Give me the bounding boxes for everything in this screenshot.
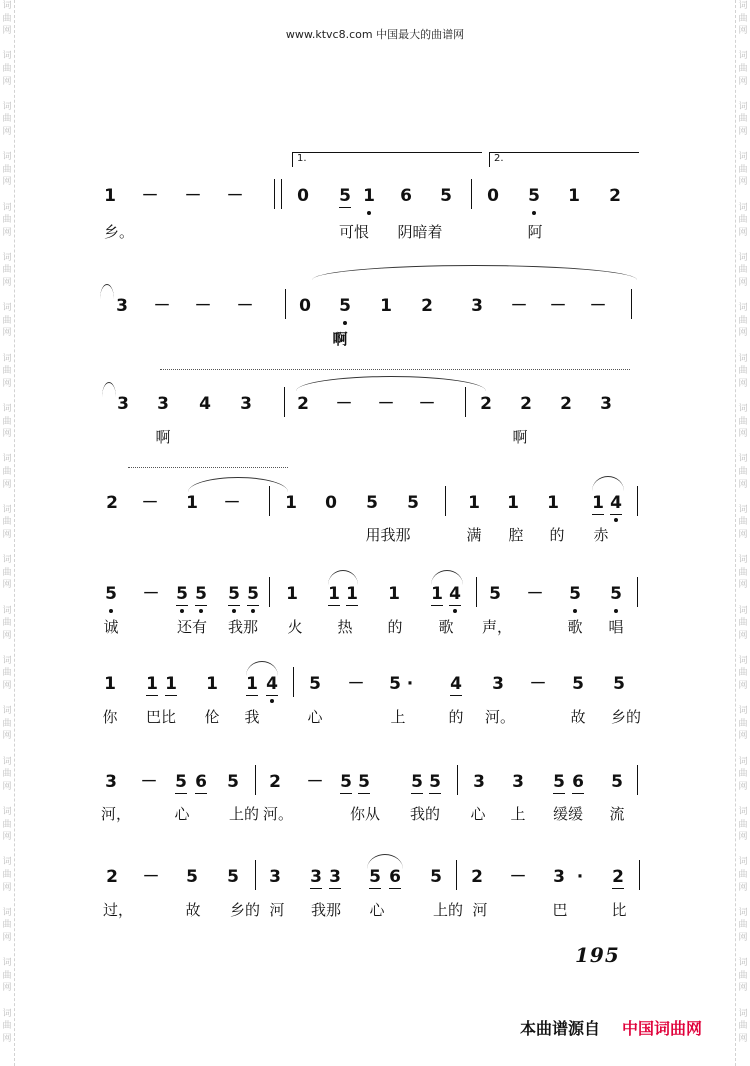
barline (476, 577, 477, 607)
note: · (576, 867, 584, 887)
note: 5 (334, 295, 356, 317)
lyric: 比 (611, 901, 627, 919)
lyric-line-5 (0, 617, 750, 647)
note: 1 (206, 674, 218, 694)
score-line-5 (0, 583, 750, 613)
note: 0 (297, 186, 309, 206)
volta-second: 2. (489, 152, 639, 167)
note: － (141, 493, 159, 513)
note: 5 (406, 771, 428, 793)
barline (285, 289, 286, 319)
note: 1 (388, 584, 400, 604)
note: － (418, 394, 436, 414)
barline (631, 289, 632, 319)
lyric: 上的 (432, 901, 463, 919)
note: － (226, 186, 244, 206)
site-header: www.ktvc8.com 中国最大的曲谱网 (285, 28, 465, 41)
lyric: 上 (390, 708, 406, 726)
note: 3 (473, 772, 485, 792)
note: － (153, 296, 171, 316)
note: 5 (564, 583, 586, 605)
score-line-8 (0, 866, 750, 896)
note: 3 (157, 394, 169, 414)
note: 2 (297, 394, 309, 414)
note: 5 (353, 771, 375, 793)
note: － (236, 296, 254, 316)
note: 5 (171, 583, 193, 605)
barline (284, 387, 285, 417)
note: 2 (471, 867, 483, 887)
note: 1 (380, 296, 392, 316)
lyric: 声， (481, 618, 512, 636)
note: 5 (227, 867, 239, 887)
lyric-line-3 (0, 427, 750, 457)
note: 1 (507, 493, 519, 513)
lyric: 啊 (155, 428, 171, 446)
note: 1 (426, 583, 448, 605)
note: 3 (305, 866, 327, 888)
lyric: 你 (102, 708, 118, 726)
note: 3 (269, 867, 281, 887)
brand-link[interactable]: 中国词曲网 (622, 1019, 703, 1038)
note: 0 (487, 186, 499, 206)
lyric-line-1 (0, 222, 750, 252)
barline (457, 765, 458, 795)
note: 2 (269, 772, 281, 792)
note: 5 (440, 186, 452, 206)
barline (465, 387, 466, 417)
note: － (589, 296, 607, 316)
note: 2 (609, 186, 621, 206)
note: 5 (523, 185, 545, 207)
score-line-6 (0, 673, 750, 703)
lyric: 河 (269, 901, 285, 919)
lyric: 的 (448, 708, 464, 726)
note: 2 (560, 394, 572, 414)
slur (188, 477, 288, 492)
note: 1 (160, 673, 182, 695)
note: 5 (613, 674, 625, 694)
dotted-line (160, 369, 630, 370)
note: 3 (600, 394, 612, 414)
note: 5 (335, 771, 357, 793)
note: 1 (468, 493, 480, 513)
lyric: 赤 (593, 526, 609, 544)
lyric: 啊 (512, 428, 528, 446)
note: 6 (567, 771, 589, 793)
lyric-line-8 (0, 900, 750, 930)
lyric: 心 (307, 708, 323, 726)
note: 5 (100, 583, 122, 605)
note: 1 (104, 674, 116, 694)
note: 4 (445, 673, 467, 695)
score-line-4 (0, 492, 750, 522)
note: 6 (384, 866, 406, 888)
note: 5 (364, 866, 386, 888)
note: － (335, 394, 353, 414)
lyric: 阿 (527, 223, 543, 241)
lyric: 你从 (349, 805, 380, 823)
barline (255, 765, 256, 795)
note: 5 (389, 674, 401, 694)
lyric: 伦 (204, 708, 220, 726)
note: 5 (223, 583, 245, 605)
note: · (406, 674, 414, 694)
barline (637, 486, 638, 516)
note: 2 (106, 867, 118, 887)
lyric: 乡的 (610, 708, 641, 726)
barline (293, 667, 294, 697)
note: 4 (444, 583, 466, 605)
note: － (184, 186, 202, 206)
note: 5 (190, 583, 212, 605)
lyric: 乡。 (104, 223, 135, 241)
lyric: 火 (287, 618, 303, 636)
lyric: 的 (387, 618, 403, 636)
score-line-1 (0, 185, 750, 215)
slur (296, 376, 486, 391)
note: 2 (421, 296, 433, 316)
score-line-3 (0, 393, 750, 423)
lyric: 我 (244, 708, 260, 726)
note: 5 (424, 771, 446, 793)
dotted-line (128, 467, 288, 468)
note: 5 (430, 867, 442, 887)
note: － (529, 674, 547, 694)
note: － (509, 867, 527, 887)
lyric: 故 (185, 901, 201, 919)
note: － (347, 674, 365, 694)
note: 4 (261, 673, 283, 695)
lyric: 过， (103, 901, 134, 919)
lyric: 啊 (332, 330, 348, 348)
note: 1 (587, 492, 609, 514)
note: 5 (186, 867, 198, 887)
score-line-2 (0, 295, 750, 325)
note: － (377, 394, 395, 414)
barline (445, 486, 446, 516)
lyric: 心 (369, 901, 385, 919)
note: 1 (547, 493, 559, 513)
lyric: 乡的 (229, 901, 260, 919)
lyric: 腔 (508, 526, 524, 544)
note: 4 (199, 394, 211, 414)
note: 0 (299, 296, 311, 316)
lyric: 歌 (438, 618, 454, 636)
note: 1 (104, 186, 116, 206)
note: 4 (605, 492, 627, 514)
barline (639, 860, 640, 890)
note: 2 (480, 394, 492, 414)
note: 1 (358, 185, 380, 207)
lyric-line-7 (0, 804, 750, 834)
note: 3 (240, 394, 252, 414)
source-footer (520, 1016, 702, 1039)
barline (269, 486, 270, 516)
note: 3 (553, 867, 565, 887)
note: 2 (607, 866, 629, 888)
lyric: 歌 (567, 618, 583, 636)
note: 1 (241, 673, 263, 695)
lyric: 热 (337, 618, 353, 636)
note: － (526, 584, 544, 604)
lyric: 唱 (608, 618, 624, 636)
note: 1 (341, 583, 363, 605)
barline (255, 860, 256, 890)
barline (637, 577, 638, 607)
note: 6 (190, 771, 212, 793)
note: 1 (568, 186, 580, 206)
note: 5 (334, 185, 356, 207)
barline (471, 179, 472, 209)
barline (281, 179, 282, 209)
note: 5 (309, 674, 321, 694)
note: 3 (471, 296, 483, 316)
note: 5 (548, 771, 570, 793)
note: － (194, 296, 212, 316)
note: 6 (400, 186, 412, 206)
note: 3 (116, 296, 128, 316)
note: － (141, 186, 159, 206)
note: 5 (611, 772, 623, 792)
lyric: 诚 (103, 618, 119, 636)
slur (312, 265, 637, 280)
lyric: 河。 (484, 708, 515, 726)
note: － (142, 584, 160, 604)
note: － (140, 772, 158, 792)
note: － (549, 296, 567, 316)
barline (269, 577, 270, 607)
note: 5 (489, 584, 501, 604)
note: － (142, 867, 160, 887)
lyric: 心 (470, 805, 486, 823)
page-number: 195 (575, 943, 620, 967)
left-watermark: 词 曲 网 词 曲 网 词 曲 网 词 曲 网 词 曲 网 词 曲 网 词 曲 网 词 曲 网 词 曲 网 词 曲 网 词 曲 网 词 曲 网 词 曲 网 词 曲 网 词 曲 网 词 曲 网 词 曲 网 词 曲 网 词 曲 网 词 曲 网 词 曲 网 (2, 1, 12, 1044)
note: 3 (105, 772, 117, 792)
lyric-line-2 (0, 329, 750, 359)
lyric: 满 (466, 526, 482, 544)
note: 1 (141, 673, 163, 695)
lyric: 流 (609, 805, 625, 823)
lyric: 缓缓 (552, 805, 583, 823)
note: 2 (520, 394, 532, 414)
lyric: 我那 (310, 901, 341, 919)
lyric: 还有 (176, 618, 207, 636)
note: 3 (512, 772, 524, 792)
note: － (510, 296, 528, 316)
lyric: 河 (472, 901, 488, 919)
lyric-line-4 (0, 525, 750, 555)
note: 5 (227, 772, 239, 792)
note: － (306, 772, 324, 792)
note: 1 (285, 493, 297, 513)
lyric: 故 (570, 708, 586, 726)
lyric: 可恨 (338, 223, 369, 241)
lyric: 巴比 (145, 708, 176, 726)
lyric: 心 (174, 805, 190, 823)
note: 3 (492, 674, 504, 694)
lyric: 河， (101, 805, 132, 823)
note: 2 (106, 493, 118, 513)
note: 5 (366, 493, 378, 513)
barline (637, 765, 638, 795)
lyric: 阴暗着 (397, 223, 443, 241)
lyric: 上 (510, 805, 526, 823)
lyric-line-6 (0, 707, 750, 737)
note: 5 (242, 583, 264, 605)
lyric: 的 (549, 526, 565, 544)
source-label: 本曲谱源自 (520, 1019, 601, 1038)
note: 0 (325, 493, 337, 513)
note: 1 (286, 584, 298, 604)
lyric: 用我那 (365, 526, 411, 544)
lyric: 上的 (228, 805, 259, 823)
lyric: 我那 (227, 618, 258, 636)
score-line-7 (0, 771, 750, 801)
barline (274, 179, 275, 209)
right-watermark: 词 曲 网 词 曲 网 词 曲 网 词 曲 网 词 曲 网 词 曲 网 词 曲 网 词 曲 网 词 曲 网 词 曲 网 词 曲 网 词 曲 网 词 曲 网 词 曲 网 词 曲 网 词 曲 网 词 曲 网 词 曲 网 词 曲 网 词 曲 网 词 曲 网 (738, 1, 748, 1044)
lyric: 河。 (263, 805, 294, 823)
note: 3 (117, 394, 129, 414)
note: 5 (170, 771, 192, 793)
note: 5 (572, 674, 584, 694)
note: － (223, 493, 241, 513)
slur (592, 476, 624, 491)
volta-first: 1. (292, 152, 482, 167)
note: 5 (407, 493, 419, 513)
barline (456, 860, 457, 890)
lyric: 我的 (409, 805, 440, 823)
note: 3 (324, 866, 346, 888)
lyric: 巴 (552, 901, 568, 919)
note: 5 (605, 583, 627, 605)
note: 1 (323, 583, 345, 605)
note: 1 (186, 493, 198, 513)
